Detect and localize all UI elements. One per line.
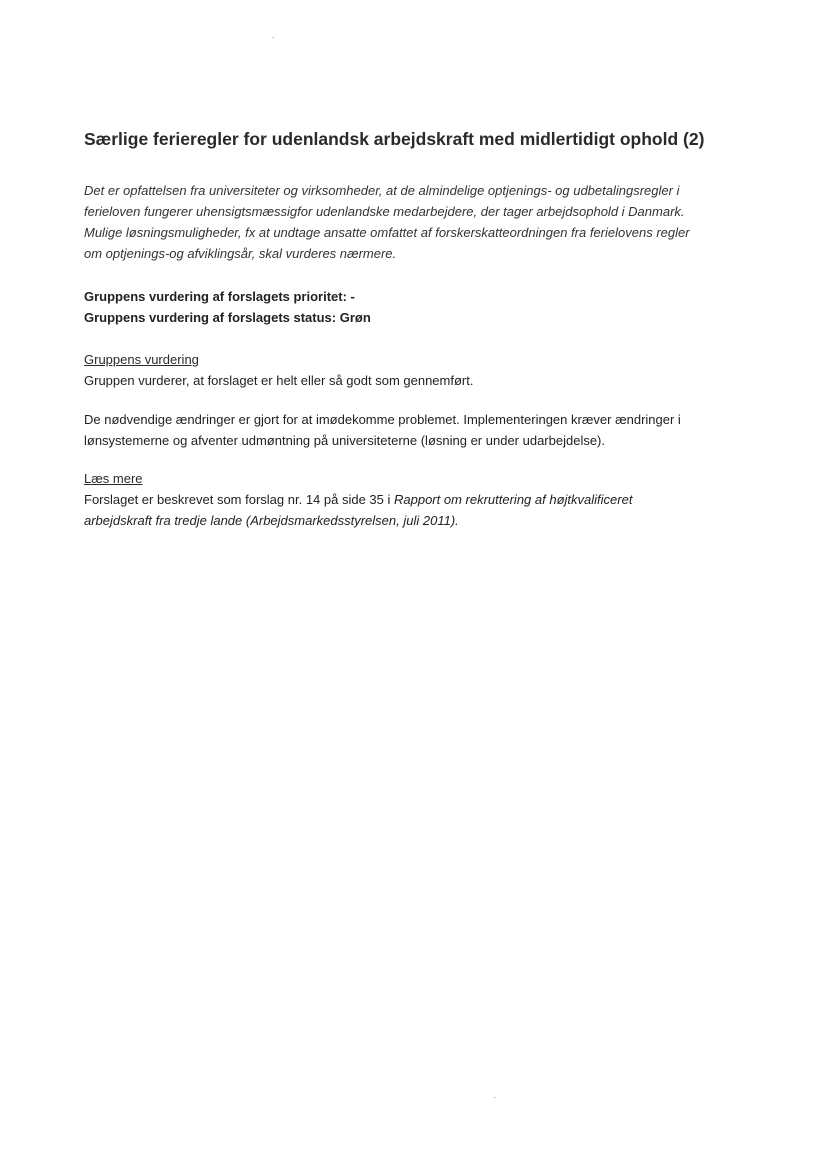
scan-speck xyxy=(272,37,274,38)
status-line: Gruppens vurdering af forslagets status: Grøn xyxy=(84,310,371,325)
assessment-heading: Gruppens vurdering xyxy=(84,352,199,367)
intro-line: Mulige løsningsmuligheder, fx at undtage ansatte omfattet af forskerskatteordningen fra ferielovens regler xyxy=(84,225,690,240)
read-more-heading: Læs mere xyxy=(84,471,143,486)
document-page xyxy=(84,128,734,549)
details-line: lønsystemerne og afventer udmøntning på universiteterne (løsning er under udarbejdelse). xyxy=(84,433,605,448)
intro-line: Det er opfattelsen fra universiteter og virksomheder, at de almindelige optjenings- og udbetalingsregler i xyxy=(84,183,680,198)
intro-line: ferieloven fungerer uhensigtsmæssigfor udenlandske medarbejdere, der tager arbejdsophold i Danmark. xyxy=(84,204,685,219)
assessment-text xyxy=(84,370,734,391)
report-reference: Rapport om rekruttering af højtkvalificeret xyxy=(394,492,633,507)
assessment-section xyxy=(84,350,734,391)
read-more-line-1 xyxy=(84,489,734,510)
read-more-plain: Forslaget er beskrevet som forslag nr. 14 på side 35 i xyxy=(84,492,394,507)
assessment-line: Gruppen vurderer, at forslaget er helt eller så godt som gennemført. xyxy=(84,373,474,388)
report-reference-continued: arbejdskraft fra tredje lande (Arbejdsmarkedsstyrelsen, juli 2011). xyxy=(84,513,459,528)
intro-line: om optjenings-og afviklingsår, skal vurderes nærmere. xyxy=(84,246,397,261)
assessment-details xyxy=(84,409,734,451)
priority-line: Gruppens vurdering af forslagets prioritet: - xyxy=(84,289,355,304)
intro-paragraph xyxy=(84,180,734,264)
details-line: De nødvendige ændringer er gjort for at imødekomme problemet. Implementeringen kræver ændringer i xyxy=(84,412,681,427)
document-title: Særlige ferieregler for udenlandsk arbejdskraft med midlertidigt ophold (2) xyxy=(84,129,705,149)
read-more-section xyxy=(84,469,734,531)
read-more-text xyxy=(84,489,734,531)
scan-speck xyxy=(494,1097,496,1098)
assessment-summary xyxy=(84,286,734,328)
